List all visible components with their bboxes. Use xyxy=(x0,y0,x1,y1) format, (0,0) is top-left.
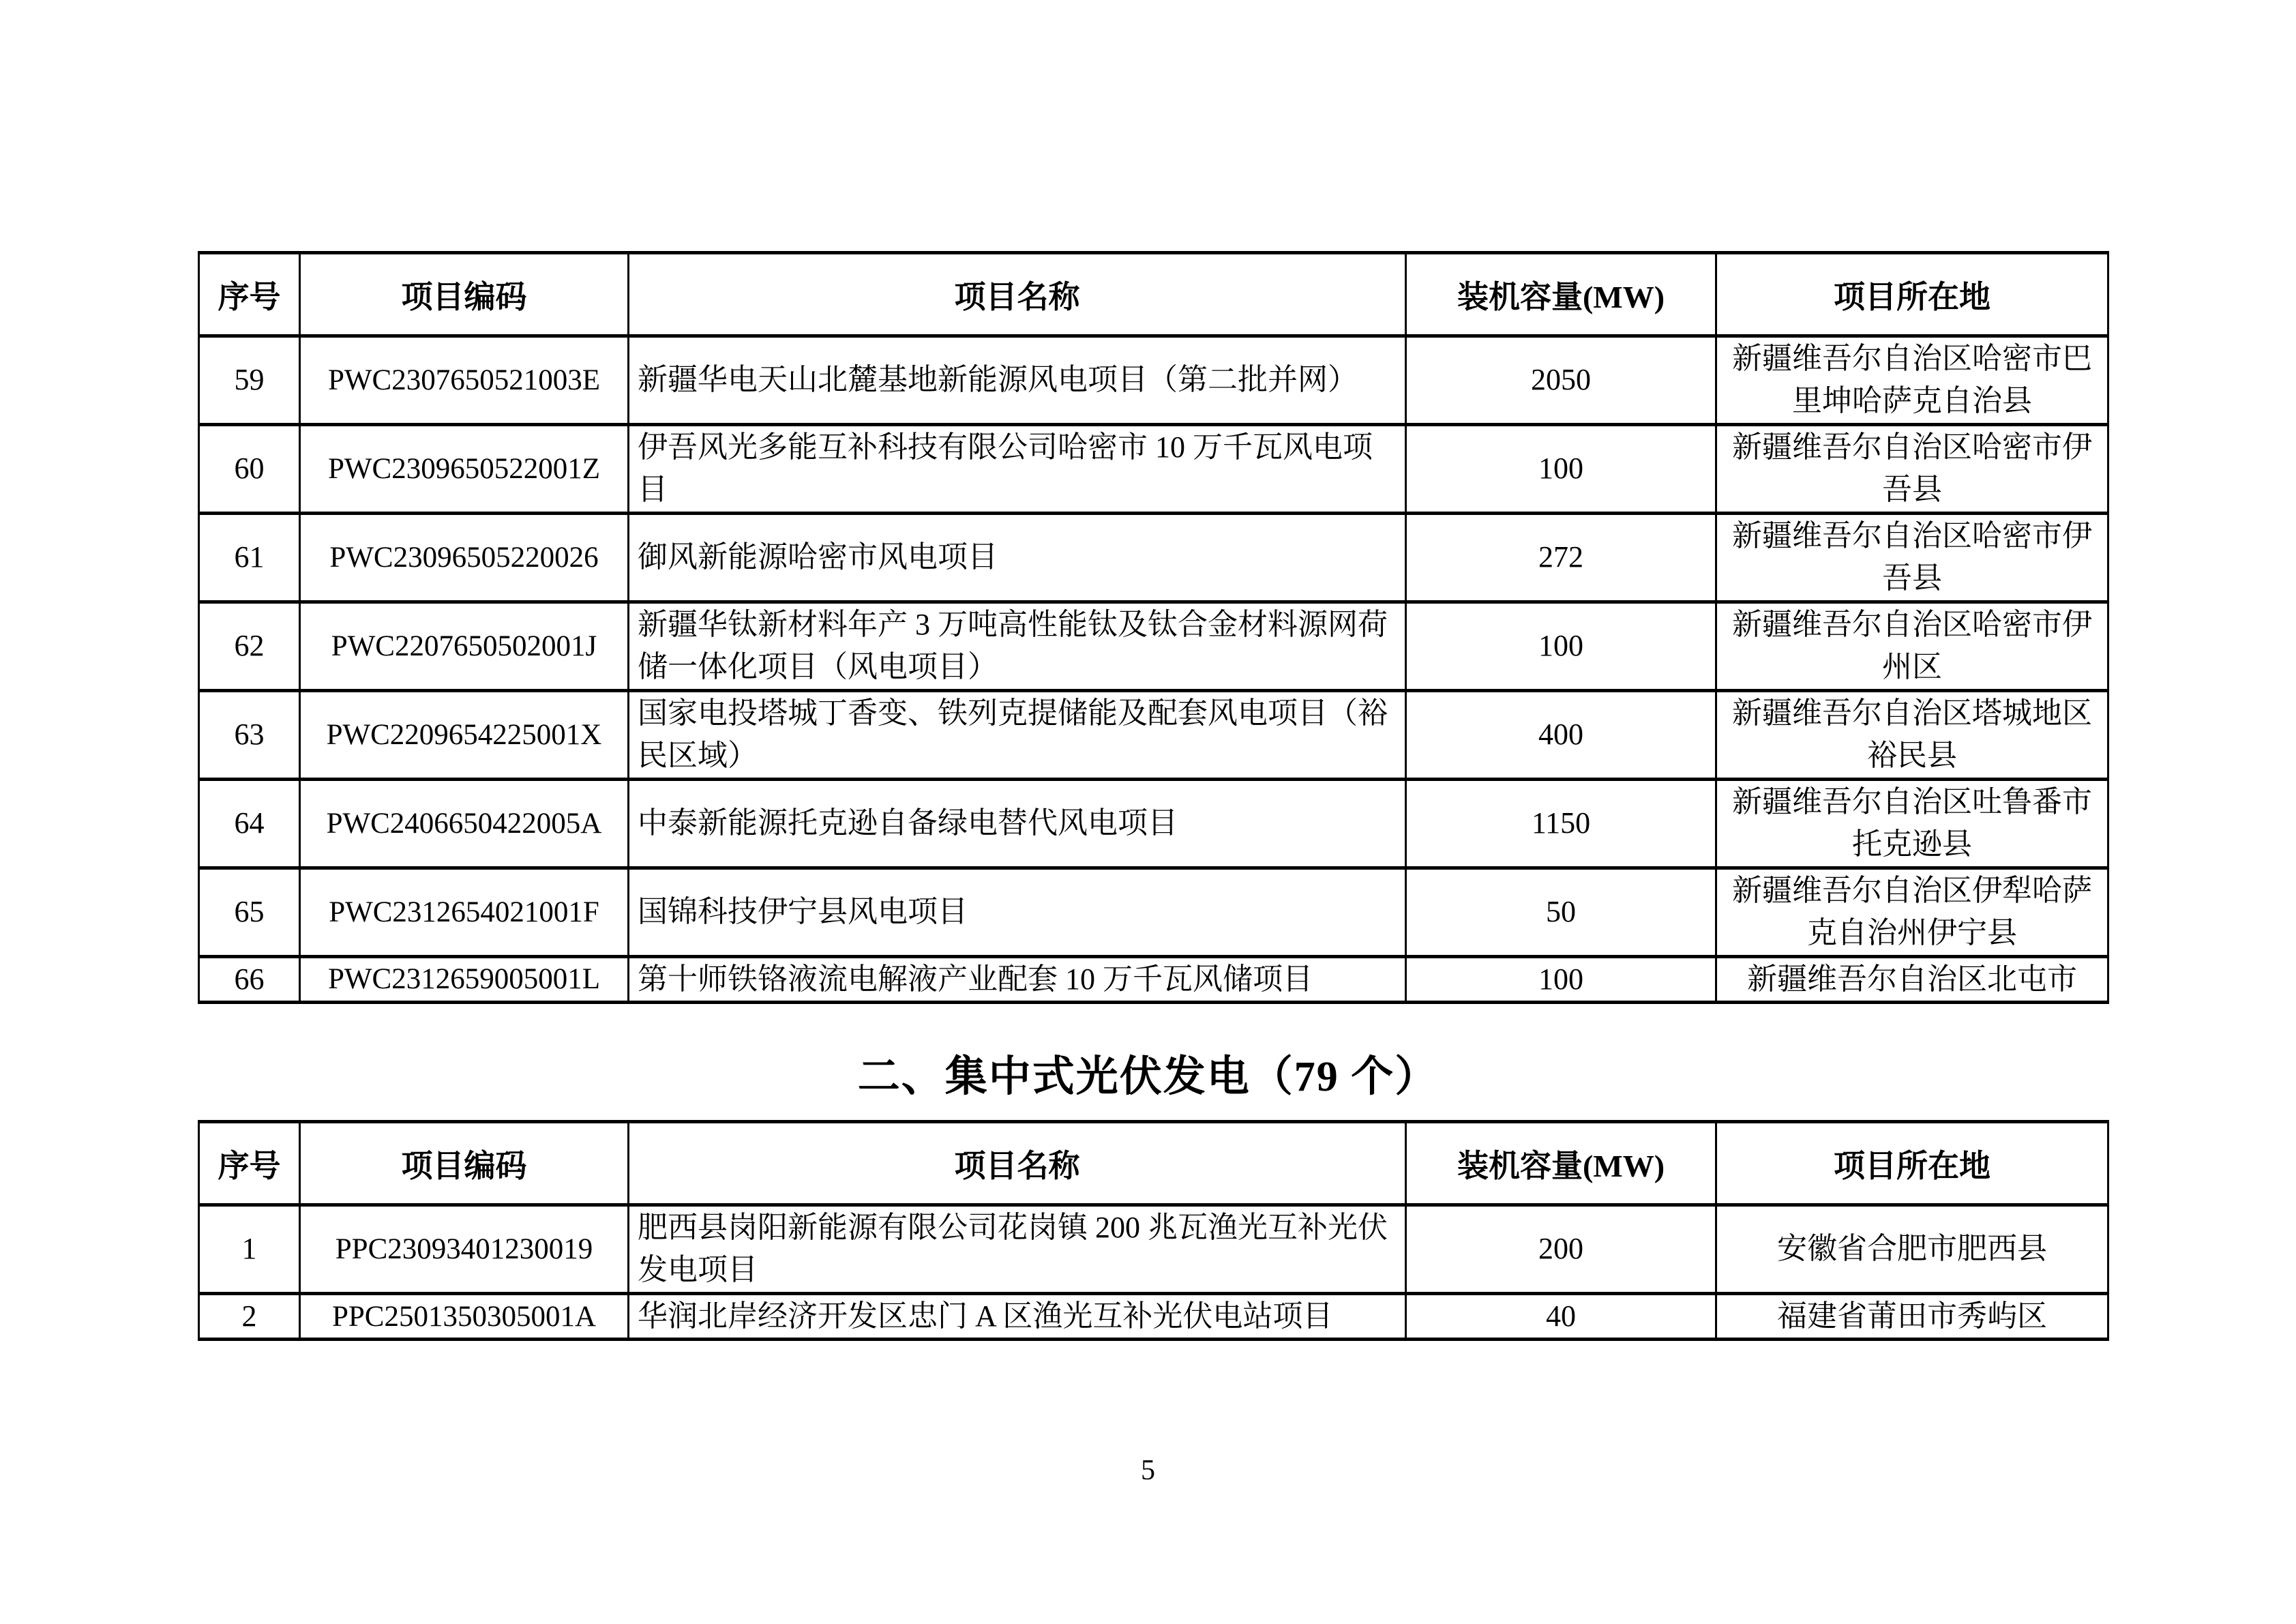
capacity-cell: 200 xyxy=(1406,1205,1716,1294)
capacity-cell: 50 xyxy=(1406,868,1716,956)
code-cell: PWC2207650502001J xyxy=(300,602,629,690)
name-cell: 伊吾风光多能互补科技有限公司哈密市 10 万千瓦风电项目 xyxy=(629,424,1406,513)
table-row xyxy=(199,956,2108,1002)
header-name: 项目名称 xyxy=(629,1122,1406,1205)
seq-cell: 59 xyxy=(199,336,300,425)
table-header-row xyxy=(199,1122,2108,1205)
header-code: 项目编码 xyxy=(300,1122,629,1205)
code-cell: PPC23093401230019 xyxy=(300,1205,629,1294)
name-cell: 御风新能源哈密市风电项目 xyxy=(629,513,1406,602)
location-cell: 新疆维吾尔自治区哈密市伊吾县 xyxy=(1716,513,2108,602)
header-name: 项目名称 xyxy=(629,253,1406,336)
location-cell: 新疆维吾尔自治区吐鲁番市托克逊县 xyxy=(1716,779,2108,868)
code-cell: PWC2312654021001F xyxy=(300,868,629,956)
table-row xyxy=(199,1205,2108,1294)
code-cell: PPC2501350305001A xyxy=(300,1293,629,1339)
seq-cell: 66 xyxy=(199,956,300,1002)
table-row xyxy=(199,513,2108,602)
code-cell: PWC2307650521003E xyxy=(300,336,629,425)
name-cell: 中泰新能源托克逊自备绿电替代风电项目 xyxy=(629,779,1406,868)
name-cell: 新疆华钛新材料年产 3 万吨高性能钛及钛合金材料源网荷储一体化项目（风电项目） xyxy=(629,602,1406,690)
table-row xyxy=(199,690,2108,779)
section-heading: 二、集中式光伏发电（79 个） xyxy=(857,1054,1439,1100)
location-cell: 安徽省合肥市肥西县 xyxy=(1716,1205,2108,1294)
capacity-cell: 2050 xyxy=(1406,336,1716,425)
location-cell: 福建省莆田市秀屿区 xyxy=(1716,1293,2108,1339)
capacity-cell: 272 xyxy=(1406,513,1716,602)
header-location: 项目所在地 xyxy=(1716,253,2108,336)
header-seq: 序号 xyxy=(199,1122,300,1205)
capacity-cell: 100 xyxy=(1406,424,1716,513)
capacity-cell: 40 xyxy=(1406,1293,1716,1339)
capacity-cell: 1150 xyxy=(1406,779,1716,868)
wind-projects-table xyxy=(198,251,2109,1004)
location-cell: 新疆维吾尔自治区北屯市 xyxy=(1716,956,2108,1002)
name-cell: 第十师铁铬液流电解液产业配套 10 万千瓦风储项目 xyxy=(629,956,1406,1002)
name-cell: 新疆华电天山北麓基地新能源风电项目（第二批并网） xyxy=(629,336,1406,425)
name-cell: 国家电投塔城丁香变、铁列克提储能及配套风电项目（裕民区域） xyxy=(629,690,1406,779)
name-cell: 肥西县岗阳新能源有限公司花岗镇 200 兆瓦渔光互补光伏发电项目 xyxy=(629,1205,1406,1294)
code-cell: PWC2406650422005A xyxy=(300,779,629,868)
seq-cell: 60 xyxy=(199,424,300,513)
table-row xyxy=(199,868,2108,956)
code-cell: PWC2312659005001L xyxy=(300,956,629,1002)
table-row xyxy=(199,779,2108,868)
location-cell: 新疆维吾尔自治区哈密市巴里坤哈萨克自治县 xyxy=(1716,336,2108,425)
table-row xyxy=(199,336,2108,425)
pv-projects-table xyxy=(198,1120,2109,1341)
seq-cell: 2 xyxy=(199,1293,300,1339)
seq-cell: 65 xyxy=(199,868,300,956)
seq-cell: 63 xyxy=(199,690,300,779)
code-cell: PWC2309650522001Z xyxy=(300,424,629,513)
name-cell: 国锦科技伊宁县风电项目 xyxy=(629,868,1406,956)
seq-cell: 1 xyxy=(199,1205,300,1294)
location-cell: 新疆维吾尔自治区伊犁哈萨克自治州伊宁县 xyxy=(1716,868,2108,956)
table-row xyxy=(199,1293,2108,1339)
capacity-cell: 100 xyxy=(1406,956,1716,1002)
capacity-cell: 400 xyxy=(1406,690,1716,779)
table-header-row xyxy=(199,253,2108,336)
location-cell: 新疆维吾尔自治区哈密市伊吾县 xyxy=(1716,424,2108,513)
header-capacity: 装机容量(MW) xyxy=(1406,253,1716,336)
code-cell: PWC23096505220026 xyxy=(300,513,629,602)
location-cell: 新疆维吾尔自治区哈密市伊州区 xyxy=(1716,602,2108,690)
capacity-cell: 100 xyxy=(1406,602,1716,690)
page-number: 5 xyxy=(1141,1455,1155,1486)
table-row xyxy=(199,602,2108,690)
seq-cell: 64 xyxy=(199,779,300,868)
seq-cell: 62 xyxy=(199,602,300,690)
name-cell: 华润北岸经济开发区忠门 A 区渔光互补光伏电站项目 xyxy=(629,1293,1406,1339)
location-cell: 新疆维吾尔自治区塔城地区裕民县 xyxy=(1716,690,2108,779)
header-code: 项目编码 xyxy=(300,253,629,336)
header-capacity: 装机容量(MW) xyxy=(1406,1122,1716,1205)
table-row xyxy=(199,424,2108,513)
header-seq: 序号 xyxy=(199,253,300,336)
code-cell: PWC2209654225001X xyxy=(300,690,629,779)
header-location: 项目所在地 xyxy=(1716,1122,2108,1205)
seq-cell: 61 xyxy=(199,513,300,602)
